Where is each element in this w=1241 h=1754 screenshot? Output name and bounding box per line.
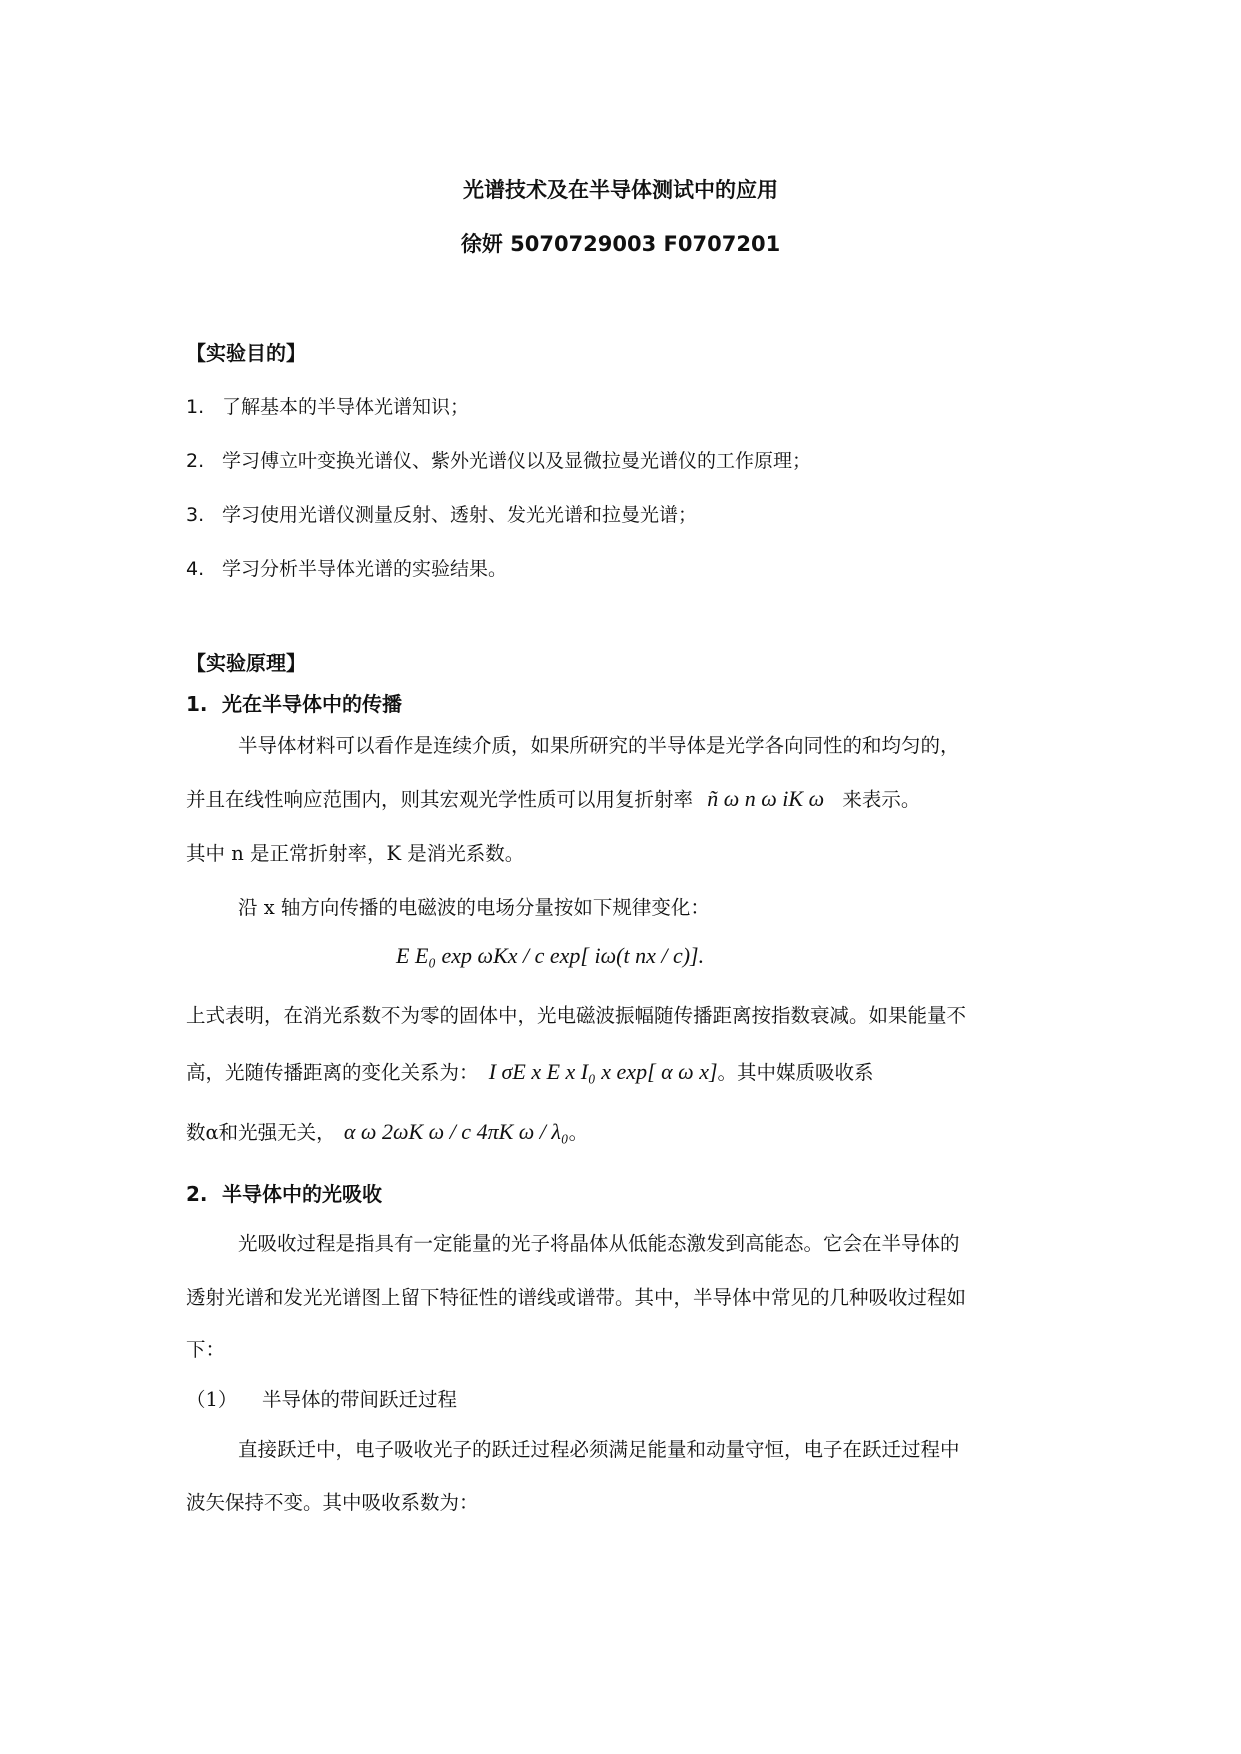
- paragraph-text: 数α和光强无关，: [186, 1121, 336, 1144]
- paragraph-text: 并且在线性响应范围内，则其宏观光学性质可以用复折射率: [186, 788, 694, 811]
- list-item: [186, 554, 507, 581]
- paragraph-line: 直接跃迁中，电子吸收光子的跃迁过程必须满足能量和动量守恒，电子在跃迁过程中: [238, 1438, 960, 1461]
- paragraph-line: [186, 1057, 874, 1085]
- list-item: [186, 392, 469, 419]
- paragraph-line: 沿 x 轴方向传播的电磁波的电场分量按如下规律变化：: [238, 896, 710, 919]
- list-item-text: 半导体的带间跃迁过程: [262, 1388, 458, 1411]
- paragraph-line: 半导体材料可以看作是连续介质，如果所研究的半导体是光学各向同性的和均匀的，: [238, 734, 960, 757]
- paragraph-text: 高，光随传播距离的变化关系为：: [186, 1061, 479, 1084]
- paragraph-line: 上式表明，在消光系数不为零的固体中，光电磁波振幅随传播距离按指数衰减。如果能量不: [186, 1004, 967, 1027]
- list-item: [186, 1384, 457, 1412]
- page-title: 光谱技术及在半导体测试中的应用: [463, 178, 778, 202]
- list-item: [186, 446, 811, 473]
- list-item-number: 4.: [186, 558, 205, 580]
- list-item-text: 学习傅立叶变换光谱仪、紫外光谱仪以及显微拉曼光谱仪的工作原理；: [222, 450, 812, 472]
- section-heading-principle: 【实验原理】: [186, 651, 306, 675]
- list-item-number: （1）: [186, 1388, 238, 1411]
- section-heading-purpose: 【实验目的】: [186, 341, 306, 365]
- paragraph-line: 其中 n 是正常折射率，K 是消光系数。: [186, 842, 525, 865]
- paragraph-line: [186, 784, 920, 812]
- paragraph-text: 来表示。: [842, 788, 921, 811]
- list-item-number: 1.: [186, 396, 205, 418]
- subsection-number: 2.: [186, 1182, 208, 1206]
- paragraph-line: 波矢保持不变。其中吸收系数为：: [186, 1491, 479, 1514]
- paragraph-text: 。: [568, 1121, 589, 1144]
- paragraph-line: 透射光谱和发光光谱图上留下特征性的谱线或谱带。其中，半导体中常见的几种吸收过程如: [186, 1286, 967, 1309]
- list-item-text: 了解基本的半导体光谱知识；: [222, 396, 470, 418]
- absorption-coefficient-formula: α ω 2ωK ω / c 4πK ω / λ₀: [343, 1119, 569, 1144]
- list-item: [186, 500, 697, 527]
- subsection-title: 半导体中的光吸收: [222, 1182, 382, 1206]
- subsection-heading-absorption: [186, 1178, 382, 1207]
- electric-field-formula: E E₀ exp ωKx / c exp[ iω(t nx / c)].: [396, 943, 705, 968]
- subsection-title: 光在半导体中的传播: [222, 692, 402, 716]
- intensity-formula: I σE x E x I₀ x exp[ α ω x]: [488, 1059, 718, 1084]
- paragraph-text: 。其中媒质吸收系: [717, 1061, 874, 1084]
- list-item-text: 学习分析半导体光谱的实验结果。: [222, 558, 508, 580]
- list-item-number: 2.: [186, 450, 205, 472]
- author-line: 徐妍 5070729003 F0707201: [460, 232, 781, 256]
- paragraph-line: 下：: [186, 1338, 226, 1361]
- paragraph-line: [186, 1117, 588, 1145]
- subsection-number: 1.: [186, 692, 208, 716]
- paragraph-line: 光吸收过程是指具有一定能量的光子将晶体从低能态激发到高能态。它会在半导体的: [238, 1232, 960, 1255]
- subsection-heading-propagation: [186, 688, 402, 717]
- list-item-number: 3.: [186, 504, 205, 526]
- complex-index-formula: ñ ω n ω iK ω: [707, 786, 825, 811]
- list-item-text: 学习使用光谱仪测量反射、透射、发光光谱和拉曼光谱；: [222, 504, 698, 526]
